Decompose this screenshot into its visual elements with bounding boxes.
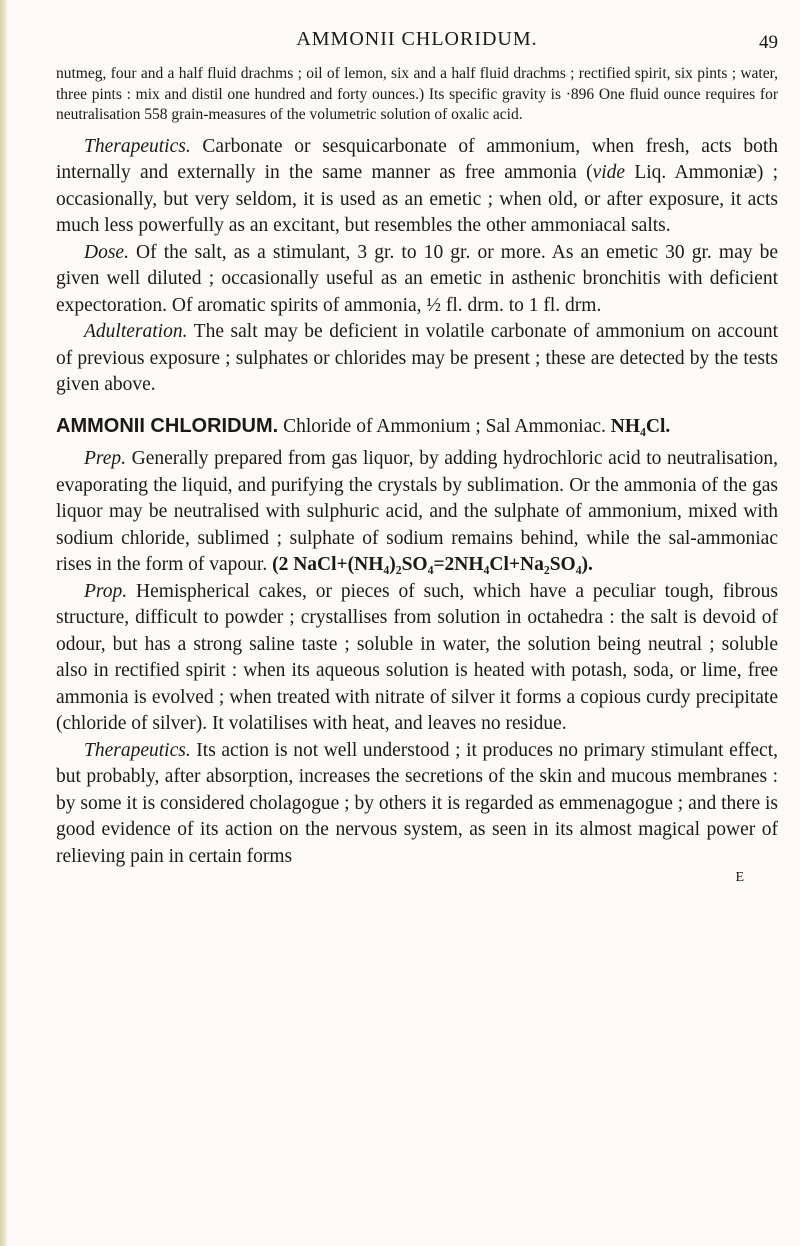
dose-label: Dose.	[84, 241, 129, 263]
chloridum-heading-entry	[56, 413, 778, 441]
entry-heading: AMMONII CHLORIDUM.	[56, 414, 279, 437]
prop-text: Hemispherical cakes, or pieces of such, which have a peculiar tough, fibrous structure, difficult to powder ; crystallises from solution in octahedra : the salt is devoid of odour, but has a strong saline taste ; soluble in water, the solution being neutral ; soluble also in rectified spirit : when its aqueous solution is heated with potash, soda, or lime, free ammonia is evolved ; when treated with nitrate of silver it forms a copious curdy precipitate (chloride of silver). It volatilises with heat, and leaves no residue.	[56, 580, 778, 734]
chloridum-prep-paragraph	[56, 446, 778, 579]
prep-equation: (2 NaCl+(NH₄)₂SO₄=2NH₄Cl+Na₂SO₄).	[272, 554, 593, 575]
signature-mark: E	[735, 870, 744, 885]
page-header	[56, 22, 778, 64]
adulteration-text: The salt may be deficient in volatile carbonate of ammonium on account of previous exposure ; sulphates or chlorides may be present ; these are detected by the tests given above.	[56, 321, 778, 395]
prep-label: Prep.	[84, 448, 127, 469]
therapeutics-label: Therapeutics.	[84, 739, 191, 761]
book-page	[56, 22, 778, 886]
adulteration-label: Adulteration.	[84, 321, 188, 342]
chloridum-prop-paragraph	[56, 579, 778, 738]
vide-word: vide	[592, 162, 626, 183]
therapeutics-text-continued: Liq. Ammoniæ) ; occasionally, but very seldom, it is used as an emetic ; when old, or after exposure, it acts much less powerfully as an excitant, but resembles the other ammoniacal salts.	[56, 162, 778, 236]
carbonate-adulteration-paragraph	[56, 319, 778, 399]
carbonate-therapeutics-paragraph	[56, 134, 778, 240]
therapeutics-text: Its action is not well understood ; it produces no primary stimulant effect, but probably, after absorption, increases the secretions of the skin and mucous membranes : by some it is considered cholagogue ; by others it is regarded as emmenagogue ; and there is good evidence of its action on the nervous system, as seen in its almost magical power of relieving pain in certain forms	[56, 739, 778, 867]
carbonate-dose-paragraph	[56, 240, 778, 320]
chemical-formula: NH₄Cl.	[610, 415, 671, 437]
prop-label: Prop.	[84, 580, 128, 602]
intro-paragraph: nutmeg, four and a half fluid drachms ; oil of lemon, six and a half fluid drachms ; rectified spirit, six pints ; water, three pints : mix and distil one hundred and forty ounces.) Its specific gravity is ·896 One fluid ounce requires for neutralisation 558 grain-measures of the volumetric solution of oxalic acid.	[56, 65, 778, 123]
chloridum-therapeutics-paragraph	[56, 738, 778, 871]
dose-text: Of the salt, as a stimulant, 3 gr. to 10 gr. or more. As an emetic 30 gr. may be given well diluted ; occasionally useful as an emetic in asthenic bronchitis with deficient expectoration. Of aromatic spirits of ammonia, ½ fl. drm. to 1 fl. drm.	[56, 241, 778, 316]
entry-heading-rest: Chloride of Ammonium ; Sal Ammoniac.	[278, 415, 611, 437]
prep-text: Generally prepared from gas liquor, by adding hydrochloric acid to neutralisation, evaporating the liquid, and purifying the crystals by sublimation. Or the ammonia of the gas liquor may be neutralised with sulphuric acid, and the sulphate of ammonium, mixed with sodium chloride, sublimed ; sulphate of sodium remains behind, while the sal-ammoniac rises in the form of vapour.	[56, 448, 778, 575]
page-binding-edge	[0, 0, 8, 1246]
therapeutics-text: Carbonate or sesquicarbonate of ammonium, when fresh, acts both internally and externally in the same manner as free ammonia (	[56, 135, 778, 183]
therapeutics-label: Therapeutics.	[84, 135, 191, 157]
page-number: 49	[759, 32, 778, 53]
running-head: AMMONII CHLORIDUM.	[296, 28, 538, 50]
